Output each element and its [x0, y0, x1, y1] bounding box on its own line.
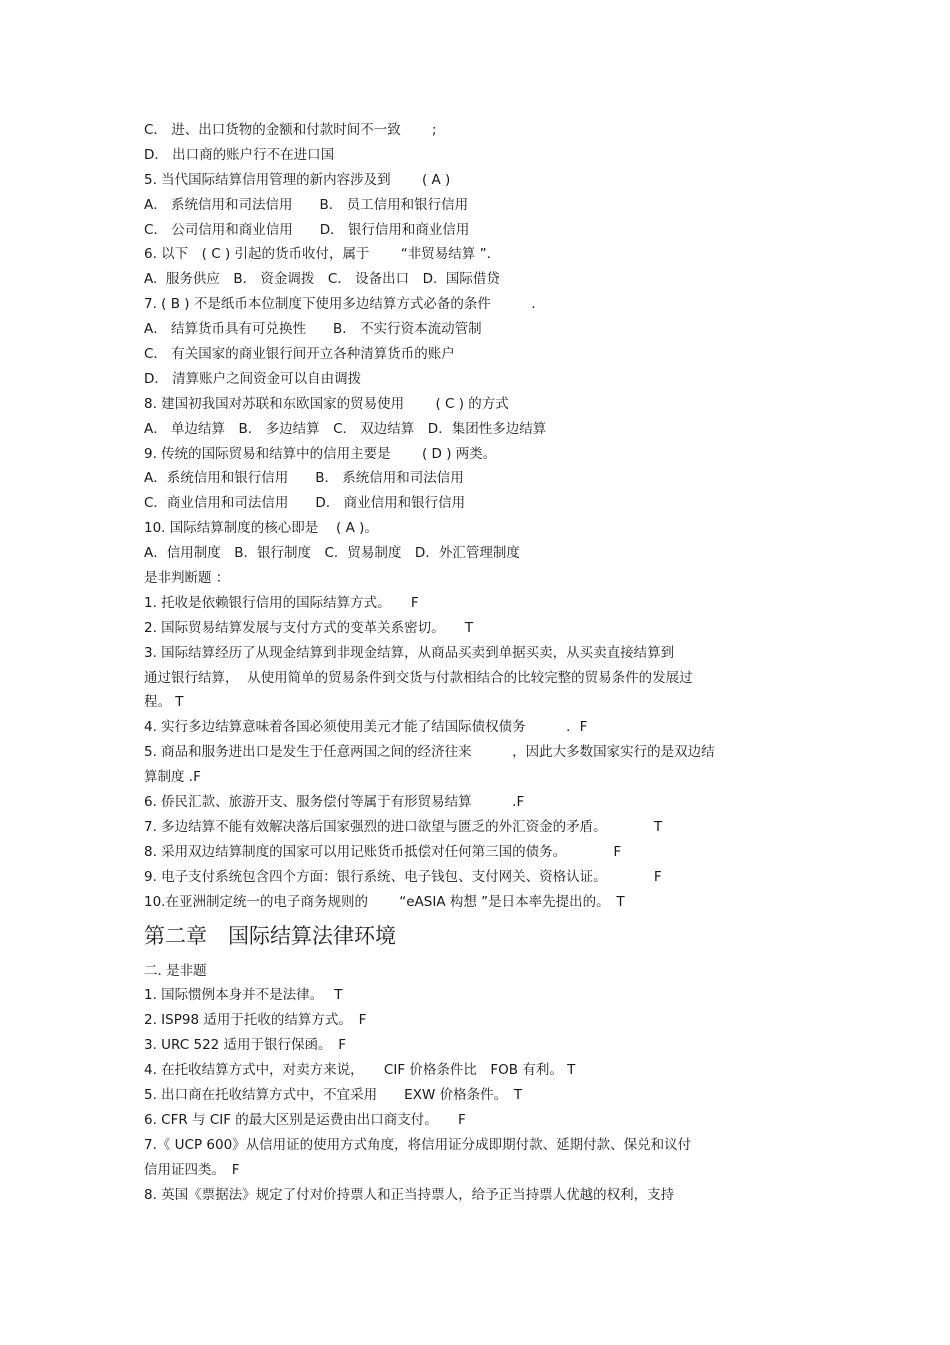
text-line: A． 结算货币具有可兑换性 B． 不实行资本流动管制: [144, 321, 482, 338]
text-line: 7.《 UCP 600》从信用证的使用方式角度，将信用证分成即期付款、延期付款、保兑和议付: [144, 1136, 692, 1153]
document-page: [144, 118, 824, 1207]
text-line: A． 系统信用和司法信用 B． 员工信用和银行信用: [144, 196, 469, 213]
question-list-bottom: [144, 959, 824, 1208]
text-line: 5. 当代国际结算信用管理的新内容涉及到 ( A ): [144, 171, 451, 188]
text-line: A． 单边结算 B． 多边结算 C． 双边结算 D．集团性多边结算: [144, 420, 547, 437]
text-line: 2. ISP98 适用于托收的结算方式。 F: [144, 1012, 367, 1029]
text-line: 2. 国际贸易结算发展与支付方式的变革关系密切。 T: [144, 619, 474, 636]
text-line: 7. 多边结算不能有效解决落后国家强烈的进口欲望与匮乏的外汇资金的矛盾。 T: [144, 818, 663, 835]
chapter-title: 第二章 国际结算法律环境: [144, 923, 396, 948]
text-line: 5. 商品和服务进出口是发生于任意两国之间的经济往来 ，因此大多数国家实行的是双边结: [144, 744, 715, 761]
text-line: 程。 T: [144, 694, 184, 711]
text-line: 10.在亚洲制定统一的电子商务规则的 “eASIA 构想 ”是日本率先提出的。 T: [144, 893, 625, 910]
text-line: 8. 建国初我国对苏联和东欧国家的贸易使用 ( C ) 的方式: [144, 395, 509, 412]
text-line: 8. 采用双边结算制度的国家可以用记账货币抵偿对任何第三国的债务。 F: [144, 843, 622, 860]
text-line: C． 进、出口货物的金额和付款时间不一致 ;: [144, 122, 437, 138]
text-line: 算制度 .F: [144, 769, 201, 786]
text-line: 1. 国际惯例本身并不是法律。 T: [144, 987, 343, 1004]
text-line: C．商业信用和司法信用 D． 商业信用和银行信用: [144, 495, 466, 512]
text-line: 9. 电子支付系统包含四个方面：银行系统、电子钱包、支付网关、资格认证。 F: [144, 868, 662, 885]
text-line: 通过银行结算， 从使用简单的贸易条件到交货与付款相结合的比较完整的贸易条件的发展过: [144, 669, 693, 686]
text-line: 二. 是非题: [144, 962, 207, 979]
text-line: D． 出口商的账户行不在进口国: [144, 146, 335, 163]
text-line: 1. 托收是依赖银行信用的国际结算方式。 F: [144, 594, 419, 611]
text-line: 是非判断题 ：: [144, 570, 230, 587]
text-line: 3. 国际结算经历了从现金结算到非现金结算，从商品买卖到单据买卖，从买卖直接结算到: [144, 644, 675, 661]
text-line: D． 清算账户之间资金可以自由调拨: [144, 370, 362, 387]
text-line: C． 公司信用和商业信用 D． 银行信用和商业信用: [144, 221, 470, 238]
text-line: 6. CFR 与 CIF 的最大区别是运费由出口商支付。 F: [144, 1111, 466, 1128]
text-line: 6. 侨民汇款、旅游开支、服务偿付等属于有形贸易结算 .F: [144, 794, 525, 811]
text-line: A．系统信用和银行信用 B． 系统信用和司法信用: [144, 470, 464, 487]
text-line: 信用证四类。 F: [144, 1161, 240, 1178]
text-line: A．信用制度 B．银行制度 C．贸易制度 D．外汇管理制度: [144, 545, 520, 562]
text-line: A. 服务供应 B． 资金调拨 C． 设备出口 D. 国际借贷: [144, 271, 500, 288]
text-line: 4. 在托收结算方式中，对卖方来说， CIF 价格条件比 FOB 有利。 T: [144, 1062, 576, 1079]
text-line: 8. 英国《票据法》规定了付对价持票人和正当持票人，给予正当持票人优越的权利，支持: [144, 1186, 675, 1203]
text-line: 4. 实行多边结算意味着各国必须使用美元才能了结国际债权债务 ．F: [144, 719, 588, 736]
text-line: 7. ( B ) 不是纸币本位制度下使用多边结算方式必备的条件 ．: [144, 296, 545, 313]
text-line: 10. 国际结算制度的核心即是 ( A )。: [144, 520, 378, 537]
question-list-top: [144, 118, 824, 915]
text-line: C． 有关国家的商业银行间开立各种清算货币的账户: [144, 346, 455, 363]
text-line: 6. 以下 ( C ) 引起的货币收付，属于 “非贸易结算 ”．: [144, 246, 501, 263]
text-line: 3. URC 522 适用于银行保函。 F: [144, 1037, 347, 1054]
text-line: 9. 传统的国际贸易和结算中的信用主要是 ( D ) 两类。: [144, 445, 497, 462]
text-line: 5. 出口商在托收结算方式中，不宜采用 EXW 价格条件。 T: [144, 1086, 523, 1103]
